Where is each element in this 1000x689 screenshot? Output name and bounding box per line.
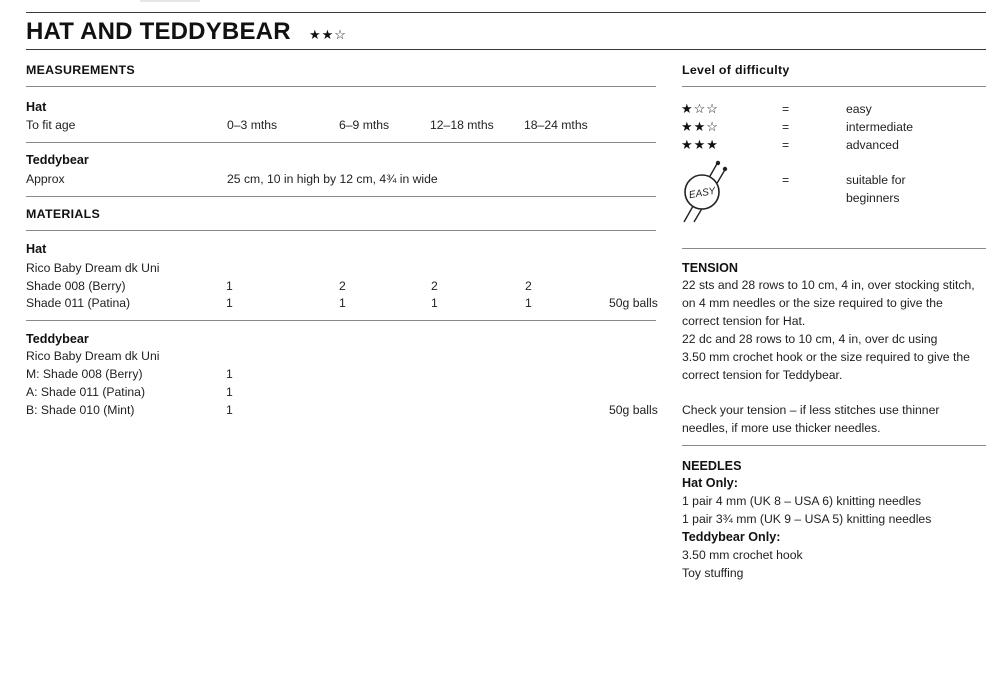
hat-shade-008-qty-1: 1 [226,279,233,293]
needles-teddy-item: Toy stuffing [682,566,744,580]
needles-hat-list [682,492,931,528]
top-strip [140,0,200,2]
hat-shade-008-qty-2: 2 [339,279,346,293]
size-0-3: 0–3 mths [227,118,278,132]
approx-label: Approx [26,172,65,186]
tension-top-rule [682,248,986,249]
size-6-9: 6–9 mths [339,118,390,132]
hat-shade-011-qty-3: 1 [431,296,438,310]
materials-teddybear-yarn: Rico Baby Dream dk Uni [26,349,160,363]
tension-note-line: Check your tension – if less stitches use thinner [682,403,940,417]
teddy-shade-b-label: B: Shade 010 (Mint) [26,403,135,417]
tension-note-line: needles, if more use thicker needles. [682,421,881,435]
measurements-teddybear-label: Teddybear [26,153,89,167]
difficulty-advanced-eq: = [782,138,790,152]
difficulty-easy-stars: ★☆☆ [681,101,719,116]
difficulty-easy-eq: = [782,102,790,116]
needles-hat-label: Hat Only: [682,476,738,490]
hat-shade-008-qty-3: 2 [431,279,438,293]
easy-icon-text: EASY [688,185,717,202]
difficulty-rule [682,86,986,87]
tension-line: on 4 mm needles or the size required to give the [682,296,943,310]
hat-shade-011-qty-2: 1 [339,296,346,310]
page-title: HAT AND TEDDYBEAR [26,18,291,45]
teddy-shade-m-qty: 1 [226,367,233,381]
materials-hat-yarn: Rico Baby Dream dk Uni [26,261,160,275]
teddy-shade-m-label: M: Shade 008 (Berry) [26,367,143,381]
to-fit-age-label: To fit age [26,118,76,132]
teddybear-size: 25 cm, 10 in high by 12 cm, 4¾ in wide [227,172,438,186]
materials-hat-rule [26,320,656,321]
title-bottom-rule [26,49,986,50]
measurements-hat-label: Hat [26,100,47,114]
materials-heading: MATERIALS [26,207,101,221]
title-difficulty-stars: ★★☆ [309,27,347,42]
hat-unit-label: 50g balls [609,296,658,310]
measurements-heading: MEASUREMENTS [26,63,135,77]
hat-shade-008-label: Shade 008 (Berry) [26,279,126,293]
tension-line: correct tension for Hat. [682,314,806,328]
teddy-unit-label: 50g balls [609,403,658,417]
teddy-shade-a-label: A: Shade 011 (Patina) [26,385,146,399]
measurements-hat-rule [26,142,656,143]
size-18-24: 18–24 mths [524,118,588,132]
difficulty-advanced-stars: ★★★ [681,137,719,152]
materials-teddybear-label: Teddybear [26,332,89,346]
tension-line: correct tension for Teddybear. [682,368,843,382]
difficulty-beginners-line1: suitable for [846,173,906,187]
measurements-rule [26,86,656,87]
hat-shade-008-qty-4: 2 [525,279,532,293]
tension-text [682,276,986,384]
difficulty-intermediate-eq: = [782,120,790,134]
materials-rule [26,230,656,231]
teddy-shade-a-qty: 1 [226,385,233,399]
needles-top-rule [682,445,986,446]
hat-shade-011-label: Shade 011 (Patina) [26,296,131,310]
teddy-shade-b-qty: 1 [226,403,233,417]
difficulty-beginners-line2: beginners [846,191,900,205]
needles-teddy-label: Teddybear Only: [682,530,781,544]
materials-hat-label: Hat [26,242,47,256]
size-12-18: 12–18 mths [430,118,494,132]
difficulty-intermediate-stars: ★★☆ [681,119,719,134]
measurements-teddy-rule [26,196,656,197]
needles-heading: NEEDLES [682,459,742,473]
title-top-rule [26,12,986,13]
needles-hat-item: 1 pair 4 mm (UK 8 – USA 6) knitting needles [682,494,922,508]
easy-knitting-needles-icon [680,160,728,224]
difficulty-easy-label: easy [846,102,872,116]
needles-teddy-item: 3.50 mm crochet hook [682,548,803,562]
needles-teddy-list [682,546,803,582]
tension-line: 3.50 mm crochet hook or the size required to give the [682,350,970,364]
difficulty-advanced-label: advanced [846,138,899,152]
tension-heading: TENSION [682,261,738,275]
hat-shade-011-qty-4: 1 [525,296,532,310]
needles-hat-item: 1 pair 3¾ mm (UK 9 – USA 5) knitting needles [682,512,932,526]
difficulty-heading: Level of difficulty [682,63,790,77]
tension-line: 22 sts and 28 rows to 10 cm, 4 in, over stocking stitch, [682,278,975,292]
tension-note [682,401,986,437]
difficulty-intermediate-label: intermediate [846,120,914,134]
hat-shade-011-qty-1: 1 [226,296,233,310]
tension-line: 22 dc and 28 rows to 10 cm, 4 in, over dc using [682,332,938,346]
difficulty-beginners-eq: = [782,173,790,187]
